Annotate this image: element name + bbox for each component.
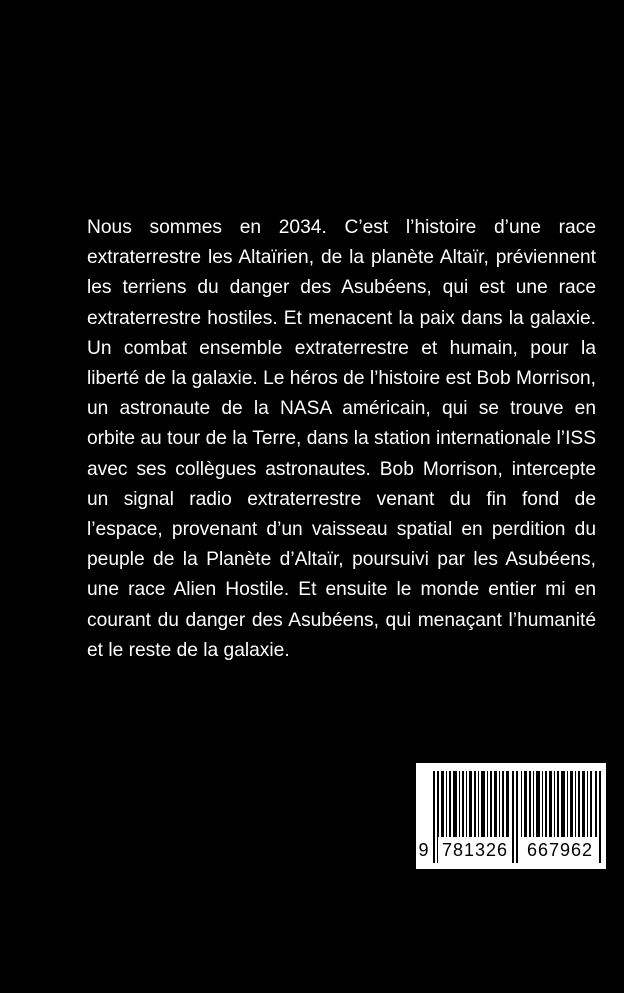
isbn-first-digit: 9 [417,837,430,863]
isbn-barcode [416,763,606,869]
isbn-left-digits: 781326 [438,837,512,863]
isbn-right-digits: 667962 [522,837,598,863]
back-cover-blurb: Nous sommes en 2034. C’est l’histoire d’une race extraterrestre les Altaïrien, de la planète Altaïr, préviennent les terriens du danger des Asubéens, qui est une race extraterrestre hostiles. Et menacent la paix dans la galaxie. Un combat ensemble extraterrestre et humain, pour la liberté de la galaxie. Le héros de l’histoire est Bob Morrison, un astronaute de la NASA américain, qui se trouve en orbite au tour de la Terre, dans la station internationale l’ISS avec ses collègues astronautes. Bob Morrison, intercepte un signal radio extraterrestre venant du fin fond de l’espace, provenant d’un vaisseau spatial en perdition du peuple de la Planète d’Altaïr, poursuivi par les Asubéens, une race Alien Hostile. Et ensuite le monde entier mi en courant du danger des Asubéens, qui menaçant l’humanité et le reste de la galaxie. [87,217,596,661]
